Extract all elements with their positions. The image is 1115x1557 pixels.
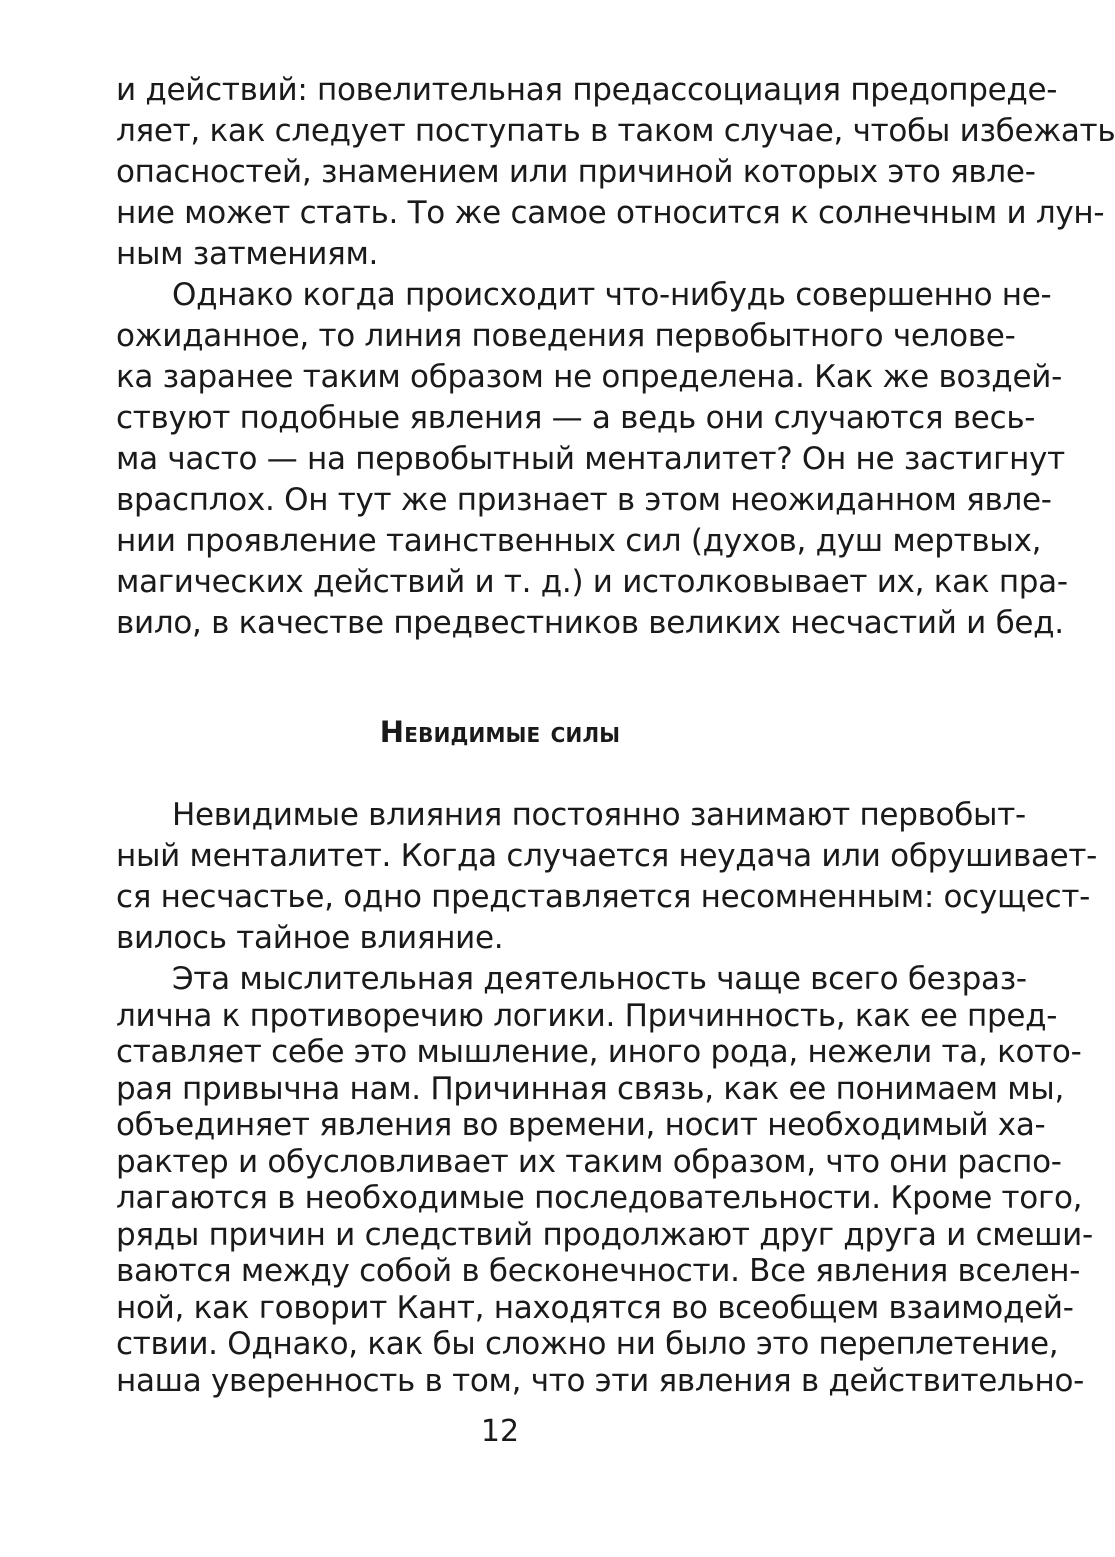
section-heading: Невидимые силы [379, 715, 621, 749]
paragraph-1-line-4: ние может стать. То же самое относится к солнечным и лун- [116, 195, 1105, 231]
paragraph-2-line-6: врасплох. Он тут же признает в этом неожиданном явле- [116, 482, 1052, 518]
paragraph-4-line-8: ряды причин и следствий продолжают друг друга и смеши- [116, 1216, 1093, 1253]
paragraph-3-line-2: ный менталитет. Когда случается неудача или обрушивает- [116, 838, 1098, 874]
paragraph-1-line-2: ляет, как следует поступать в таком случае, чтобы избежать [116, 113, 1115, 149]
paragraph-4-line-2: лична к противоречию логики. Причинность, как ее пред- [116, 997, 1058, 1034]
paragraph-2-line-5: ма часто — на первобытный менталитет? Он не застигнут [116, 441, 1065, 477]
paragraph-2-line-1: Однако когда происходит что-нибудь совершенно не- [172, 277, 1052, 313]
paragraph-2-line-3: ка заранее таким образом не определена. Как же воздей- [116, 359, 1062, 395]
paragraph-4-line-3: ставляет себе это мышление, иного рода, нежели та, кото- [116, 1034, 1082, 1070]
paragraph-4-line-12: наша уверенность в том, что эти явления в действительно- [116, 1362, 1085, 1399]
paragraph-3-line-3: ся несчастье, одно представляется несомненным: осущест- [116, 879, 1091, 915]
paragraph-3-line-4: вилось тайное влияние. [116, 920, 504, 956]
paragraph-2-line-8: магических действий и т. д.) и истолковывает их, как пра- [116, 564, 1068, 600]
paragraph-4-line-5: объединяет явления во времени, носит необходимый ха- [116, 1107, 1046, 1143]
paragraph-4-line-7: лагаются в необходимые последовательности. Кроме того, [116, 1180, 1083, 1216]
paragraph-4-line-1: Эта мыслительная деятельность чаще всего безраз- [172, 961, 1027, 997]
paragraph-4-line-11: ствии. Однако, как бы сложно ни было это переплетение, [116, 1326, 1059, 1362]
paragraph-1-line-5: ным затмениям. [116, 236, 379, 272]
paragraph-4-line-10: ной, как говорит Кант, находятся во всеобщем взаимодей- [116, 1289, 1074, 1326]
paragraph-2-line-2: ожиданное, то линия поведения первобытного челове- [116, 318, 1016, 354]
paragraph-4-line-9: ваются между собой в бесконечности. Все явления вселен- [116, 1253, 1081, 1289]
paragraph-2-line-9: вило, в качестве предвестников великих несчастий и бед. [116, 605, 1064, 641]
paragraph-4-line-6: рактер и обусловливает их таким образом, что они распо- [116, 1143, 1062, 1180]
paragraph-1-line-1: и действий: повелительная предассоциация предопреде- [116, 72, 1058, 108]
paragraph-1-line-3: опасностей, знамением или причиной которых это явле- [116, 154, 1036, 190]
paragraph-3-line-1: Невидимые влияния постоянно занимают первобыт- [172, 797, 1026, 833]
paragraph-4-line-4: рая привычна нам. Причинная связь, как ее понимаем мы, [116, 1070, 1065, 1107]
page-number: 12 [480, 1414, 520, 1449]
paragraph-2-line-4: ствуют подобные явления — а ведь они случаются весь- [116, 400, 1036, 436]
paragraph-2-line-7: нии проявление таинственных сил (духов, душ мертвых, [116, 523, 1042, 559]
